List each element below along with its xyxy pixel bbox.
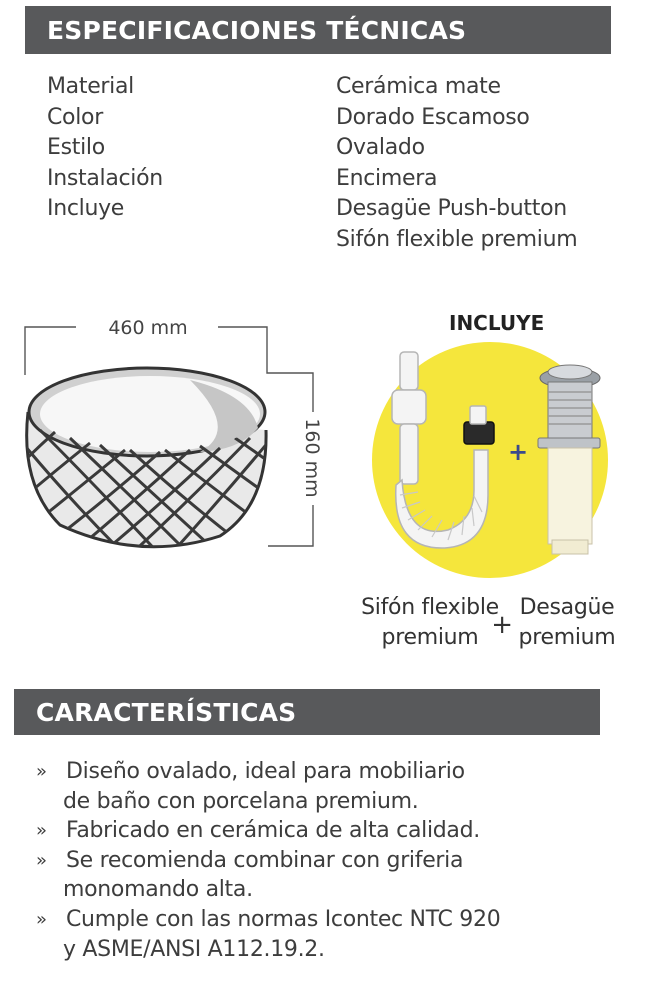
includes-title: INCLUYE xyxy=(449,311,545,335)
sink-bowl-image xyxy=(15,368,280,555)
spec-value-incluye-desague: Desagüe Push-button xyxy=(336,196,567,221)
list-item xyxy=(36,905,500,964)
spec-label-estilo: Estilo xyxy=(47,135,105,160)
spec-label-color: Color xyxy=(47,104,103,130)
spec-value-instalacion: Encimera xyxy=(336,165,438,191)
spec-value-incluye-sifon: Sifón flexible premium xyxy=(336,226,578,252)
features-list xyxy=(36,757,500,964)
accessories-image xyxy=(370,330,630,580)
feature-line1: Cumple con las normas Icontec NTC 920 xyxy=(66,906,501,932)
desague-caption-line2: premium xyxy=(518,625,616,650)
feature-line1: Fabricado en cerámica de alta calidad. xyxy=(66,818,480,844)
spec-label-material: Material xyxy=(47,74,134,99)
spec-value-estilo: Ovalado xyxy=(336,135,425,160)
feature-line2: de baño con porcelana premium. xyxy=(63,788,419,814)
bullet-icon: » xyxy=(36,820,47,842)
spec-value-color: Dorado Escamoso xyxy=(336,104,530,130)
feature-line2: monomando alta. xyxy=(63,877,253,903)
spec-value-material: Cerámica mate xyxy=(336,74,501,99)
spec-values-column xyxy=(336,72,577,255)
width-label: 460 mm xyxy=(108,317,188,339)
list-item xyxy=(36,757,500,816)
height-label: 160 mm xyxy=(301,418,323,498)
features-header: CARACTERÍSTICAS xyxy=(14,689,600,735)
desague-caption-line1: Desagüe xyxy=(519,595,615,620)
feature-line1: Diseño ovalado, ideal para mobiliario xyxy=(66,759,465,784)
sifon-caption-line1: Sifón flexible xyxy=(361,595,499,620)
feature-line1: Se recomienda combinar con griferia xyxy=(66,847,464,873)
sink-dimension-drawing xyxy=(0,300,350,570)
spec-label-instalacion: Instalación xyxy=(47,165,163,191)
sifon-caption-line2: premium xyxy=(381,625,479,650)
spec-label-incluye: Incluye xyxy=(47,196,125,221)
bullet-icon: » xyxy=(36,908,47,930)
desague-caption xyxy=(514,593,620,653)
list-item xyxy=(36,846,500,905)
bullet-icon: » xyxy=(36,761,47,782)
feature-line2: y ASME/ANSI A112.19.2. xyxy=(63,936,325,962)
sifon-caption xyxy=(355,593,505,653)
caption-plus: + xyxy=(491,610,513,640)
plus-sign: + xyxy=(508,438,529,466)
spec-labels-column xyxy=(47,72,163,225)
specs-header: ESPECIFICACIONES TÉCNICAS xyxy=(25,6,611,54)
bullet-icon: » xyxy=(36,849,47,871)
list-item xyxy=(36,816,500,846)
